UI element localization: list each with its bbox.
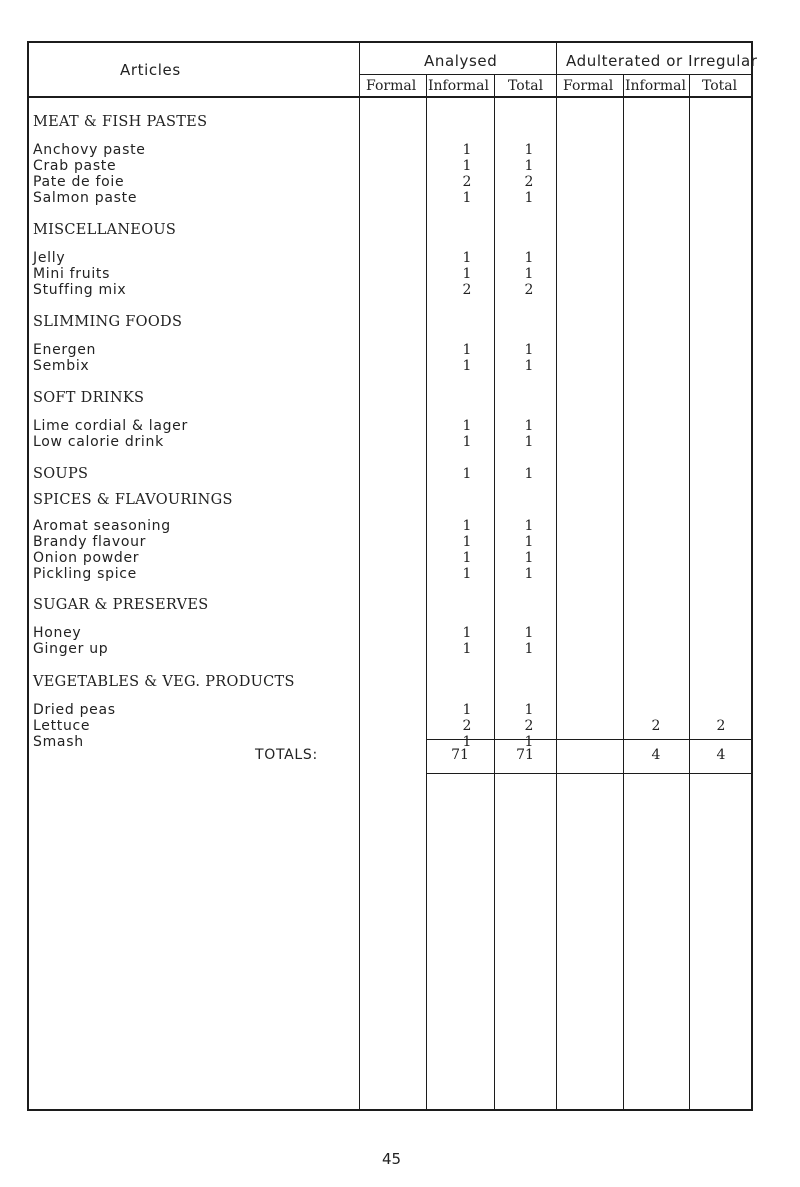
- analysed-informal-value: 1: [462, 550, 472, 566]
- analysed-total-value: 2: [524, 718, 534, 734]
- analysed-informal-value: 1: [462, 702, 472, 718]
- article-label: Onion powder: [33, 550, 140, 566]
- totals-label: TOTALS:: [255, 747, 318, 763]
- section-label: SPICES & FLAVOURINGS: [33, 492, 233, 508]
- analysed-total-value: 1: [524, 250, 534, 266]
- article-label: Crab paste: [33, 158, 117, 174]
- article-label: Pate de foie: [33, 174, 125, 190]
- analysed-total-value: 1: [524, 358, 534, 374]
- analysed-informal-value: 1: [462, 641, 472, 657]
- col-rule-6: [689, 74, 690, 1111]
- article-label: Sembix: [33, 358, 90, 374]
- analysed-informal-value: 1: [462, 266, 472, 282]
- table-border-top: [27, 41, 753, 43]
- analysed-total-value: 1: [524, 466, 534, 482]
- analysed-total-value: 2: [524, 282, 534, 298]
- analysed-total-value: 1: [524, 734, 534, 750]
- analysed-informal-value: 1: [462, 534, 472, 550]
- subheader-adulterated-informal: Informal: [625, 78, 686, 94]
- article-label: Mini fruits: [33, 266, 111, 282]
- analysed-total-value: 1: [524, 550, 534, 566]
- article-label: Pickling spice: [33, 566, 137, 582]
- analysed-total-value: 1: [524, 566, 534, 582]
- article-label: Stuffing mix: [33, 282, 127, 298]
- analysed-informal-value: 2: [462, 718, 472, 734]
- section-label: SOUPS: [33, 466, 89, 482]
- adulterated-informal-value: 2: [651, 718, 661, 734]
- subheader-analysed-total: Total: [508, 78, 544, 94]
- subheader-adulterated-total: Total: [702, 78, 738, 94]
- article-label: Smash: [33, 734, 84, 750]
- analysed-informal-value: 1: [462, 566, 472, 582]
- analysed-total-value: 1: [524, 518, 534, 534]
- section-label: SLIMMING FOODS: [33, 314, 183, 330]
- page-number: 45: [382, 1150, 402, 1168]
- analysed-informal-value: 1: [462, 190, 472, 206]
- article-label: Salmon paste: [33, 190, 138, 206]
- subheader-analysed-formal: Formal: [366, 78, 417, 94]
- analysed-informal-value: 2: [462, 174, 472, 190]
- analysed-total-value: 1: [524, 342, 534, 358]
- analysed-total-value: 1: [524, 158, 534, 174]
- totals-adulterated-informal: 4: [651, 747, 661, 763]
- header-bottom-rule: [27, 96, 753, 98]
- article-label: Dried peas: [33, 702, 116, 718]
- subheader-adulterated-formal: Formal: [563, 78, 614, 94]
- analysed-total-value: 1: [524, 434, 534, 450]
- analysed-total-value: 1: [524, 418, 534, 434]
- col-rule-1: [359, 41, 360, 1111]
- table-border-right: [751, 41, 753, 1111]
- table-border-left: [27, 41, 29, 1111]
- analysed-informal-value: 1: [462, 466, 472, 482]
- header-articles: Articles: [120, 61, 181, 79]
- analysed-total-value: 2: [524, 174, 534, 190]
- col-rule-3: [494, 74, 495, 1111]
- totals-analysed-informal: 71: [451, 747, 469, 763]
- analysed-informal-value: 1: [462, 625, 472, 641]
- section-label: MISCELLANEOUS: [33, 222, 177, 238]
- article-label: Lime cordial & lager: [33, 418, 188, 434]
- adulterated-total-value: 2: [716, 718, 726, 734]
- article-label: Honey: [33, 625, 82, 641]
- analysed-informal-value: 1: [462, 418, 472, 434]
- analysed-total-value: 1: [524, 142, 534, 158]
- section-label: SOFT DRINKS: [33, 390, 145, 406]
- analysed-informal-value: 1: [462, 434, 472, 450]
- totals-adulterated-total: 4: [716, 747, 726, 763]
- analysed-total-value: 1: [524, 266, 534, 282]
- col-rule-5: [623, 74, 624, 1111]
- analysed-informal-value: 1: [462, 158, 472, 174]
- analysed-informal-value: 1: [462, 250, 472, 266]
- analysed-informal-value: 1: [462, 518, 472, 534]
- article-label: Anchovy paste: [33, 142, 146, 158]
- table-border-bottom: [27, 1109, 753, 1111]
- analysed-total-value: 1: [524, 702, 534, 718]
- totals-bottom-rule: [426, 773, 753, 774]
- col-rule-2: [426, 74, 427, 1111]
- article-label: Energen: [33, 342, 97, 358]
- section-label: MEAT & FISH PASTES: [33, 114, 208, 130]
- analysed-informal-value: 1: [462, 734, 472, 750]
- analysed-total-value: 1: [524, 641, 534, 657]
- analysed-informal-value: 1: [462, 358, 472, 374]
- analysed-total-value: 1: [524, 534, 534, 550]
- section-label: VEGETABLES & VEG. PRODUCTS: [33, 674, 295, 690]
- col-rule-4: [556, 41, 557, 1111]
- analysed-total-value: 1: [524, 190, 534, 206]
- article-label: Brandy flavour: [33, 534, 147, 550]
- subheader-analysed-informal: Informal: [428, 78, 489, 94]
- article-label: Jelly: [33, 250, 66, 266]
- header-adulterated: Adulterated or Irregular: [566, 52, 758, 70]
- header-analysed: Analysed: [424, 52, 498, 70]
- article-label: Low calorie drink: [33, 434, 164, 450]
- article-label: Aromat seasoning: [33, 518, 171, 534]
- article-label: Ginger up: [33, 641, 109, 657]
- totals-analysed-total: 71: [516, 747, 534, 763]
- analysed-informal-value: 1: [462, 142, 472, 158]
- analysed-informal-value: 1: [462, 342, 472, 358]
- section-label: SUGAR & PRESERVES: [33, 597, 209, 613]
- analysed-informal-value: 2: [462, 282, 472, 298]
- analysed-total-value: 1: [524, 625, 534, 641]
- article-label: Lettuce: [33, 718, 91, 734]
